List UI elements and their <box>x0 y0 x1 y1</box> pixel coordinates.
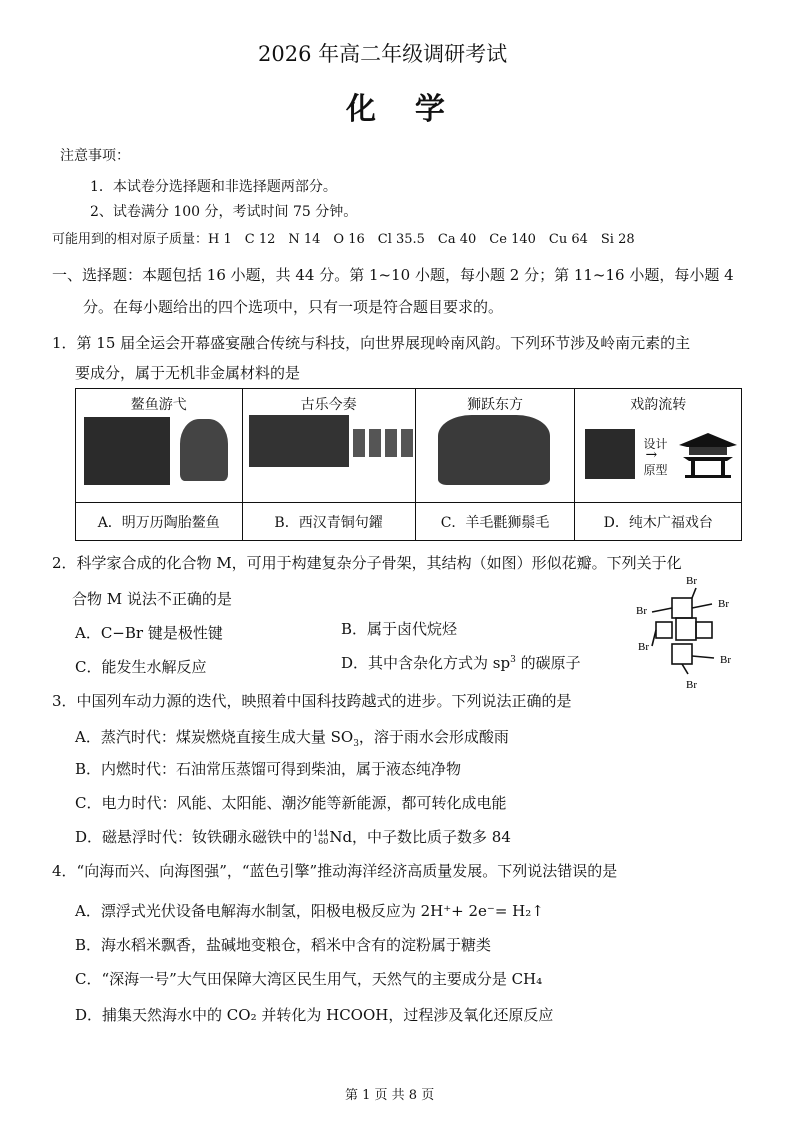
q3-option-a-pre: A．蒸汽时代：煤炭燃烧直接生成大量 SO <box>75 728 354 746</box>
q1-option-a: A．明万历陶胎鳌鱼 <box>76 503 243 541</box>
q2-option-d <box>341 652 581 673</box>
q1-cell-b <box>242 389 415 503</box>
q3-stem: 3．中国列车动力源的迭代，映照着中国科技跨越式的进步。下列说法正确的是 <box>52 692 572 710</box>
q3-option-a <box>75 726 509 749</box>
q3-option-b: B．内燃时代：石油常压蒸馏可得到柴油，属于液态纯净物 <box>75 760 462 778</box>
section-line-2: 分。在每小题给出的四个选项中，只有一项是符合题目要求的。 <box>83 298 504 316</box>
q1-header-d: 戏韵流转 <box>630 397 687 413</box>
q3-atomic-number: 60 <box>318 837 329 846</box>
q2-option-d-post: 的碳原子 <box>515 654 581 672</box>
photo-opera-stage <box>585 429 635 479</box>
q1-cell-c <box>415 389 575 503</box>
q2-option-c: C．能发生水解反应 <box>75 658 207 676</box>
br-label-6: Br <box>686 679 697 691</box>
notice-item-2: 2、试卷满分 100 分，考试时间 75 分钟。 <box>90 204 358 220</box>
q1-option-c: C．羊毛氍狮鬃毛 <box>415 503 575 541</box>
br-label-1: Br <box>686 575 697 587</box>
q2-option-b: B．属于卤代烷烃 <box>341 620 458 638</box>
q2-option-d-pre: D．其中含杂化方式为 sp <box>341 654 511 672</box>
photo-ao-fish <box>84 417 170 485</box>
notice-heading: 注意事项： <box>60 148 130 164</box>
br-label-5: Br <box>720 654 731 666</box>
subject-title: 化 学 <box>346 92 451 127</box>
q2-option-d-sup: 3 <box>510 655 516 665</box>
design-label-2: 原型 <box>643 463 668 477</box>
photo-bronze-bells <box>353 429 415 457</box>
q4-stem: 4．“向海而兴、向海图强”，“蓝色引擎”推动海洋经济高质量发展。下列说法错误的是 <box>52 862 618 880</box>
q1-cell-d <box>575 389 742 503</box>
q1-option-b: B．西汉青铜句鑃 <box>242 503 415 541</box>
photo-lion-dance <box>438 415 550 485</box>
photo-ancient-music <box>249 415 349 467</box>
q3-option-d <box>75 826 511 847</box>
q3-option-d-post: Nd，中子数比质子数多 84 <box>329 828 511 846</box>
br-label-3: Br <box>636 605 647 617</box>
q4-option-a: A．漂浮式光伏设备电解海水制氢，阳极电极反应为 2H⁺+ 2e⁻= H₂↑ <box>75 902 544 920</box>
q4-option-d: D．捕集天然海水中的 CO₂ 并转化为 HCOOH，过程涉及氧化还原反应 <box>75 1006 554 1024</box>
q4-option-c: C．“深海一号”大气田保障大湾区民生用气，天然气的主要成分是 CH₄ <box>75 970 543 988</box>
notice-item-1: 1．本试卷分选择题和非选择题两部分。 <box>90 179 337 195</box>
pavilion-icon <box>675 429 741 479</box>
q2-stem-line-1: 2．科学家合成的化合物 M，可用于构建复杂分子骨架，其结构（如图）形似花瓣。下列关于化 <box>52 554 682 572</box>
q4-option-b: B．海水稻米飘香，盐碱地变粮仓，稻米中含有的淀粉属于糖类 <box>75 936 492 954</box>
photo-ao-fish-statue <box>180 419 228 481</box>
q1-stem-line-2: 要成分，属于无机非金属材料的是 <box>75 364 301 382</box>
q1-header-c: 狮跃东方 <box>467 397 524 413</box>
q2-option-a: A．C−Br 键是极性键 <box>75 624 223 642</box>
q3-option-a-post: ，溶于雨水会形成酸雨 <box>358 728 509 746</box>
br-label-2: Br <box>718 598 729 610</box>
q1-header-b: 古乐今奏 <box>300 397 357 413</box>
q3-option-a-sub: 3 <box>353 739 359 749</box>
q3-mass-number: 144 <box>313 829 329 838</box>
q1-options-table <box>75 388 742 541</box>
q1-header-a: 鳌鱼游弋 <box>130 397 187 413</box>
section-line-1: 一、选择题：本题包括 16 小题，共 44 分。第 1~10 小题，每小题 2 分；第 11~16 小题，每小题 4 <box>52 266 734 284</box>
q3-option-d-pre: D．磁悬浮时代：钕铁硼永磁铁中的 <box>75 828 313 846</box>
design-label-1: 设计 <box>643 437 668 451</box>
arrow-icon: → <box>645 447 658 463</box>
q1-stem-line-1: 1．第 15 届全运会开幕盛宴融合传统与科技，向世界展现岭南风韵。下列环节涉及岭南元素的主 <box>52 334 691 352</box>
compound-m-structure <box>630 570 750 695</box>
atomic-masses: 可能用到的相对原子质量：H 1 C 12 N 14 O 16 Cl 35.5 Ca 40 Ce 140 Cu 64 Si 28 <box>52 232 635 247</box>
q1-option-d: D．纯木广福戏台 <box>575 503 742 541</box>
q3-option-c: C．电力时代：风能、太阳能、潮汐能等新能源，都可转化成电能 <box>75 794 507 812</box>
q2-stem-line-2: 合物 M 说法不正确的是 <box>72 590 232 608</box>
br-label-4: Br <box>638 641 649 653</box>
q1-cell-a <box>76 389 243 503</box>
exam-title: 2026 年高二年级调研考试 <box>258 42 508 66</box>
page-number: 第 1 页 共 8 页 <box>345 1088 435 1103</box>
